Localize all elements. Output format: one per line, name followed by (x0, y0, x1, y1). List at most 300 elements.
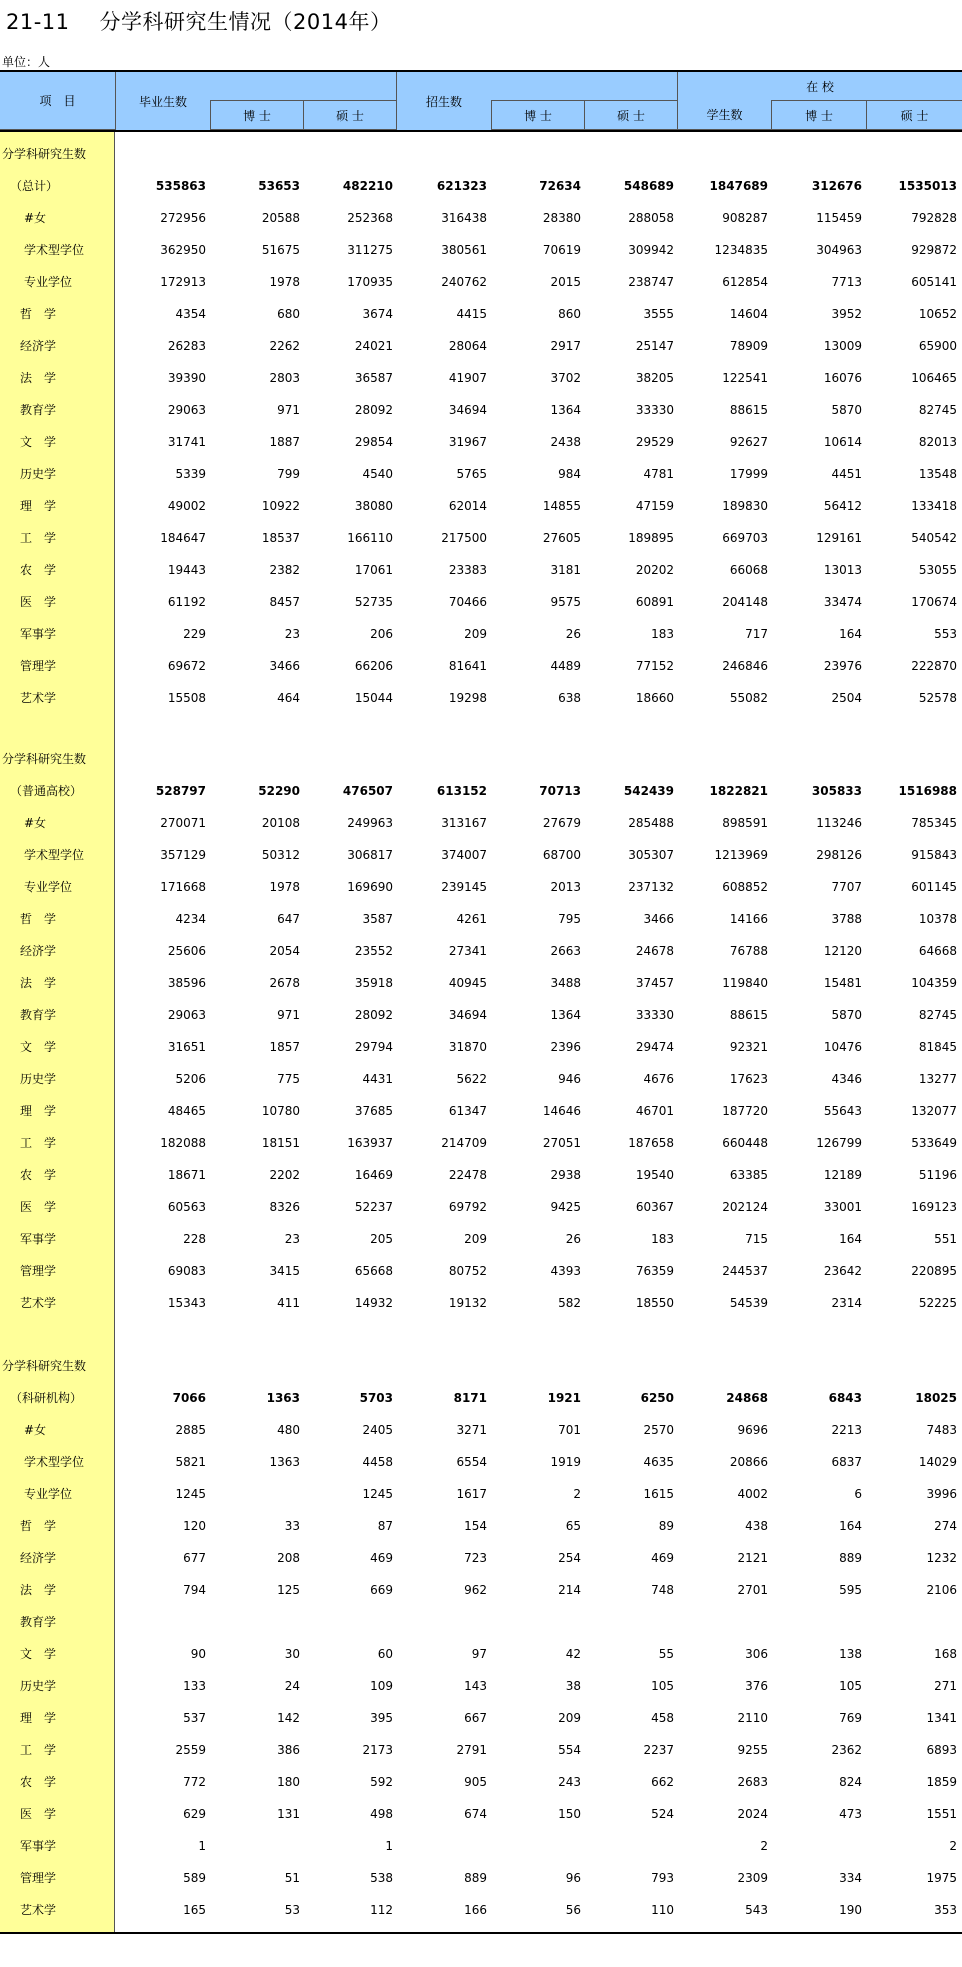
table-cell (220, 1830, 300, 1862)
table-row (0, 1638, 962, 1670)
table-cell: 554 (558, 1743, 581, 1757)
table-cell: 1516988 (898, 784, 957, 798)
table-cell: 458 (651, 1711, 674, 1725)
table-cell: 595 (839, 1583, 862, 1597)
table-row (0, 394, 962, 426)
table-cell: 270071 (160, 816, 206, 830)
table-cell: 12120 (823, 944, 862, 958)
table-row (0, 170, 962, 202)
row-label: 农 学 (20, 1775, 57, 1789)
table-cell: 27341 (448, 944, 487, 958)
table-cell: 170935 (347, 275, 393, 289)
table-cell: 237132 (628, 880, 674, 894)
table-cell: 929872 (911, 243, 957, 257)
table-bottom-rule (0, 1932, 962, 1934)
table-cell: 169690 (347, 880, 393, 894)
table-cell: 2885 (175, 1423, 206, 1437)
row-label: （普通高校） (10, 784, 83, 798)
table-cell: 25606 (167, 944, 206, 958)
table-cell: 38 (565, 1679, 581, 1693)
table-cell: 612854 (722, 275, 768, 289)
table-cell: 669 (370, 1583, 393, 1597)
header-enrollment-span (491, 72, 678, 100)
row-label: 理 学 (20, 1711, 57, 1725)
table-cell: 775 (277, 1072, 300, 1086)
table-cell: 119840 (722, 976, 768, 990)
table-cell: 55082 (729, 691, 768, 705)
table-cell: 14166 (729, 912, 768, 926)
table-cell (407, 1830, 487, 1862)
table-cell: 795 (558, 912, 581, 926)
table-cell: 66206 (354, 659, 393, 673)
table-row (0, 202, 962, 234)
table-cell (126, 1606, 206, 1638)
row-label: 艺术学 (20, 1296, 57, 1310)
table-cell: 120 (183, 1519, 206, 1533)
table-cell: 311275 (347, 243, 393, 257)
row-label: 工 学 (20, 531, 57, 545)
table-cell: 1535013 (898, 179, 957, 193)
table-cell: 28380 (542, 211, 581, 225)
table-cell: 908287 (722, 211, 768, 225)
row-label: 学术型学位 (24, 848, 85, 862)
table-cell: 125 (277, 1583, 300, 1597)
table-row (0, 682, 962, 714)
row-label: 医 学 (20, 595, 57, 609)
row-label: 医 学 (20, 1200, 57, 1214)
row-label: 法 学 (20, 976, 57, 990)
table-cell: 3555 (643, 307, 674, 321)
table-cell: 33474 (823, 595, 862, 609)
table-cell: 309942 (628, 243, 674, 257)
header-item: 项 目 (0, 72, 116, 130)
table-cell: 4431 (362, 1072, 393, 1086)
table-cell: 17061 (354, 563, 393, 577)
table-cell: 61192 (167, 595, 206, 609)
table-cell: 49002 (167, 499, 206, 513)
table-cell: 64668 (918, 944, 957, 958)
header-graduates-span (210, 72, 397, 100)
table-cell: 4354 (175, 307, 206, 321)
table-cell: 27605 (542, 531, 581, 545)
table-cell: 122541 (722, 371, 768, 385)
table-cell: 138 (839, 1647, 862, 1661)
table-cell: 47159 (635, 499, 674, 513)
table-row (0, 1606, 962, 1638)
table-cell: 362950 (160, 243, 206, 257)
table-cell (501, 1830, 581, 1862)
table-cell: 915843 (911, 848, 957, 862)
table-cell: 77152 (635, 659, 674, 673)
table-cell: 220895 (911, 1264, 957, 1278)
table-cell: 69083 (167, 1264, 206, 1278)
table-cell (407, 1606, 487, 1638)
table-cell: 647 (277, 912, 300, 926)
table-cell: 205 (370, 1232, 393, 1246)
table-cell: 313167 (441, 816, 487, 830)
table-cell: 793 (651, 1871, 674, 1885)
table-cell: 13009 (823, 339, 862, 353)
table-cell: 70713 (539, 784, 581, 798)
table-cell: 3674 (362, 307, 393, 321)
table-row (0, 1223, 962, 1255)
table-cell: 18660 (635, 691, 674, 705)
table-cell: 7066 (172, 1391, 206, 1405)
table-cell: 1919 (550, 1455, 581, 1469)
row-label: 管理学 (20, 1264, 57, 1278)
table-cell: 38596 (167, 976, 206, 990)
table-cell: 126799 (816, 1136, 862, 1150)
table-cell: 1859 (926, 1775, 957, 1789)
table-cell: 889 (839, 1551, 862, 1565)
table-cell: 170674 (911, 595, 957, 609)
table-cell: 1363 (269, 1455, 300, 1469)
table-cell: 3587 (362, 912, 393, 926)
table-cell: 482210 (342, 179, 393, 193)
table-cell: 374007 (441, 848, 487, 862)
table-cell: 164 (839, 627, 862, 641)
table-cell: 1615 (643, 1487, 674, 1501)
table-cell: 2314 (831, 1296, 862, 1310)
header-bottom-rule (0, 130, 962, 132)
table-cell: 621323 (436, 179, 487, 193)
table-row (0, 1031, 962, 1063)
row-label: 教育学 (20, 1615, 57, 1629)
table-cell: 971 (277, 1008, 300, 1022)
table-cell: 88615 (729, 403, 768, 417)
table-cell: 2121 (737, 1551, 768, 1565)
table-cell: 23 (284, 1232, 300, 1246)
row-label: 文 学 (20, 1647, 57, 1661)
table-cell (782, 1606, 862, 1638)
table-cell: 533649 (911, 1136, 957, 1150)
table-cell: 898591 (722, 816, 768, 830)
table-row (0, 1382, 962, 1414)
table-cell: 23642 (823, 1264, 862, 1278)
table-cell: 8171 (453, 1391, 487, 1405)
table-cell: 271 (934, 1679, 957, 1693)
table-cell: 87 (377, 1519, 393, 1533)
section-title-row (0, 138, 962, 170)
table-cell: 133 (183, 1679, 206, 1693)
table-row (0, 554, 962, 586)
table-cell: 13548 (918, 467, 957, 481)
table-cell: 962 (464, 1583, 487, 1597)
table-cell: 51 (284, 1871, 300, 1885)
table-cell: 228 (183, 1232, 206, 1246)
table-cell: 2024 (737, 1807, 768, 1821)
table-cell: 15508 (167, 691, 206, 705)
table-cell: 10652 (918, 307, 957, 321)
table-cell: 19298 (448, 691, 487, 705)
table-cell: 202124 (722, 1200, 768, 1214)
table-cell: 537 (183, 1711, 206, 1725)
table-cell: 246846 (722, 659, 768, 673)
table-cell: 605141 (911, 275, 957, 289)
table-cell: 52735 (354, 595, 393, 609)
table-cell: 5339 (175, 467, 206, 481)
table-cell: 81641 (448, 659, 487, 673)
table-cell: 3466 (643, 912, 674, 926)
table-row (0, 999, 962, 1031)
table-cell: 15481 (823, 976, 862, 990)
table-cell (220, 1478, 300, 1510)
table-cell (594, 1606, 674, 1638)
table-row (0, 1159, 962, 1191)
table-cell: 794 (183, 1583, 206, 1597)
table-cell: 34694 (448, 1008, 487, 1022)
table-cell: 164 (839, 1232, 862, 1246)
table-cell: 528797 (155, 784, 206, 798)
unit-label: 单位：人 (2, 55, 51, 69)
table-row (0, 650, 962, 682)
table-cell: 1364 (550, 1008, 581, 1022)
table-cell: 33 (284, 1519, 300, 1533)
page-title (6, 6, 391, 36)
table-cell: 464 (277, 691, 300, 705)
table-cell: 65 (565, 1519, 581, 1533)
table-cell: 2 (949, 1839, 957, 1853)
section-title-row (0, 1350, 962, 1382)
table-cell: 5765 (456, 467, 487, 481)
table-cell: 187658 (628, 1136, 674, 1150)
table-cell: 69792 (448, 1200, 487, 1214)
table-row (0, 935, 962, 967)
table-cell: 6554 (456, 1455, 487, 1469)
table-cell: 20108 (261, 816, 300, 830)
table-row (0, 1894, 962, 1926)
row-label: 教育学 (20, 1008, 57, 1022)
table-cell: 39390 (167, 371, 206, 385)
table-cell: 715 (745, 1232, 768, 1246)
table-row (0, 1670, 962, 1702)
table-cell: 142 (277, 1711, 300, 1725)
table-cell: 543 (745, 1903, 768, 1917)
row-label: 军事学 (20, 1839, 57, 1853)
header-enrollment-master: 硕 士 (585, 100, 678, 130)
table-cell: 82013 (918, 435, 957, 449)
table-cell: 1887 (269, 435, 300, 449)
table-cell: 792828 (911, 211, 957, 225)
table-cell: 206 (370, 627, 393, 641)
row-label: 理 学 (20, 499, 57, 513)
table-cell: 667 (464, 1711, 487, 1725)
table-cell: 229 (183, 627, 206, 641)
table-cell: 16076 (823, 371, 862, 385)
table-row (0, 586, 962, 618)
table-cell: 209 (464, 1232, 487, 1246)
table-cell (501, 1606, 581, 1638)
table-cell: 2054 (269, 944, 300, 958)
table-row (0, 871, 962, 903)
table-cell: 63385 (729, 1168, 768, 1182)
table-row (0, 426, 962, 458)
table-cell: 5870 (831, 403, 862, 417)
table-cell: 4415 (456, 307, 487, 321)
row-label: 文 学 (20, 1040, 57, 1054)
table-cell: 889 (464, 1871, 487, 1885)
header-graduates: 毕业生数 (116, 72, 210, 130)
table-cell: 1978 (269, 275, 300, 289)
table-cell: 669703 (722, 531, 768, 545)
table-cell: 209 (464, 627, 487, 641)
table-cell: 65900 (918, 339, 957, 353)
table-cell: 28092 (354, 1008, 393, 1022)
table-cell: 13277 (918, 1072, 957, 1086)
table-cell: 674 (464, 1807, 487, 1821)
table-cell: 96 (565, 1871, 581, 1885)
table-cell: 2237 (643, 1743, 674, 1757)
table-cell: 214709 (441, 1136, 487, 1150)
table-cell: 2504 (831, 691, 862, 705)
row-label: 专业学位 (24, 275, 73, 289)
table-cell: 2917 (550, 339, 581, 353)
table-cell: 60891 (635, 595, 674, 609)
section-title: 分学科研究生数 (2, 1359, 87, 1373)
table-cell: 23383 (448, 563, 487, 577)
table-row (0, 1478, 962, 1510)
table-cell: 272956 (160, 211, 206, 225)
table-row (0, 266, 962, 298)
table-cell: 243 (558, 1775, 581, 1789)
table-cell: 438 (745, 1519, 768, 1533)
table-cell: 208 (277, 1551, 300, 1565)
table-cell: 4676 (643, 1072, 674, 1086)
table-cell: 306 (745, 1647, 768, 1661)
table-cell: 1921 (547, 1391, 581, 1405)
table-cell: 82745 (918, 1008, 957, 1022)
table-cell: 9696 (737, 1423, 768, 1437)
table-cell: 46701 (635, 1104, 674, 1118)
table-cell: 150 (558, 1807, 581, 1821)
table-cell: 6250 (640, 1391, 674, 1405)
table-cell: 19132 (448, 1296, 487, 1310)
table-title: 分学科研究生情况（2014年） (99, 10, 392, 34)
table-cell: 61347 (448, 1104, 487, 1118)
table-cell: 62014 (448, 499, 487, 513)
table-cell: 8457 (269, 595, 300, 609)
row-label: 经济学 (20, 339, 57, 353)
table-cell: 60367 (635, 1200, 674, 1214)
table-cell: 72634 (539, 179, 581, 193)
table-cell: 946 (558, 1072, 581, 1086)
header-enrolled-students: 学生数 (678, 100, 772, 130)
table-row (0, 839, 962, 871)
row-label: #女 (24, 1423, 47, 1437)
row-label: #女 (24, 816, 47, 830)
table-cell: 56412 (823, 499, 862, 513)
table-cell: 29794 (354, 1040, 393, 1054)
table-cell: 316438 (441, 211, 487, 225)
table-cell: 2938 (550, 1168, 581, 1182)
table-cell: 187720 (722, 1104, 768, 1118)
row-label: 哲 学 (20, 307, 57, 321)
table-cell: 6843 (828, 1391, 862, 1405)
table-cell: 6893 (926, 1743, 957, 1757)
table-cell: 109 (370, 1679, 393, 1693)
table-cell: 189830 (722, 499, 768, 513)
table-cell: 376 (745, 1679, 768, 1693)
table-cell: 217500 (441, 531, 487, 545)
table-row (0, 362, 962, 394)
table-cell: 92321 (729, 1040, 768, 1054)
table-cell: 7483 (926, 1423, 957, 1437)
row-label: #女 (24, 211, 47, 225)
table-cell (877, 1606, 957, 1638)
table-cell: 3952 (831, 307, 862, 321)
table-cell: 1 (385, 1839, 393, 1853)
table-cell: 469 (370, 1551, 393, 1565)
table-cell: 701 (558, 1423, 581, 1437)
table-cell: 40945 (448, 976, 487, 990)
table-cell: 824 (839, 1775, 862, 1789)
table-cell: 209 (558, 1711, 581, 1725)
table-cell: 239145 (441, 880, 487, 894)
table-row (0, 1542, 962, 1574)
table-cell: 4234 (175, 912, 206, 926)
table-cell: 31651 (167, 1040, 206, 1054)
table-cell: 129161 (816, 531, 862, 545)
table-cell: 2309 (737, 1871, 768, 1885)
table-cell: 717 (745, 627, 768, 641)
table-cell (782, 1830, 862, 1862)
table-cell: 13013 (823, 563, 862, 577)
table-cell: 411 (277, 1296, 300, 1310)
row-label: 工 学 (20, 1136, 57, 1150)
table-cell: 2013 (550, 880, 581, 894)
table-cell: 70619 (542, 243, 581, 257)
table-cell: 38205 (635, 371, 674, 385)
table-cell: 772 (183, 1775, 206, 1789)
table-cell: 613152 (436, 784, 487, 798)
table-cell: 105 (839, 1679, 862, 1693)
table-cell: 4261 (456, 912, 487, 926)
table-cell: 24868 (726, 1391, 768, 1405)
table-cell: 14604 (729, 307, 768, 321)
table-cell: 2678 (269, 976, 300, 990)
table-cell: 31741 (167, 435, 206, 449)
table-cell: 24021 (354, 339, 393, 353)
table-cell: 80752 (448, 1264, 487, 1278)
table-cell: 312676 (811, 179, 862, 193)
table-cell: 4451 (831, 467, 862, 481)
table-cell: 6 (854, 1487, 862, 1501)
table-row (0, 490, 962, 522)
section-title-row (0, 743, 962, 775)
row-label: 农 学 (20, 1168, 57, 1182)
table-cell: 14932 (354, 1296, 393, 1310)
table-cell: 37457 (635, 976, 674, 990)
table-cell: 18537 (261, 531, 300, 545)
row-label: 学术型学位 (24, 243, 85, 257)
table-row (0, 298, 962, 330)
table-cell: 15343 (167, 1296, 206, 1310)
table-cell: 143 (464, 1679, 487, 1693)
table-cell (220, 1606, 300, 1638)
table-cell: 65668 (354, 1264, 393, 1278)
row-label: 艺术学 (20, 691, 57, 705)
table-cell: 2683 (737, 1775, 768, 1789)
table-cell: 252368 (347, 211, 393, 225)
table-cell: 33001 (823, 1200, 862, 1214)
table-cell: 26 (565, 627, 581, 641)
table-cell: 395 (370, 1711, 393, 1725)
table-cell: 190 (839, 1903, 862, 1917)
row-label: 经济学 (20, 944, 57, 958)
table-cell: 629 (183, 1807, 206, 1821)
table-cell: 19540 (635, 1168, 674, 1182)
table-cell: 971 (277, 403, 300, 417)
